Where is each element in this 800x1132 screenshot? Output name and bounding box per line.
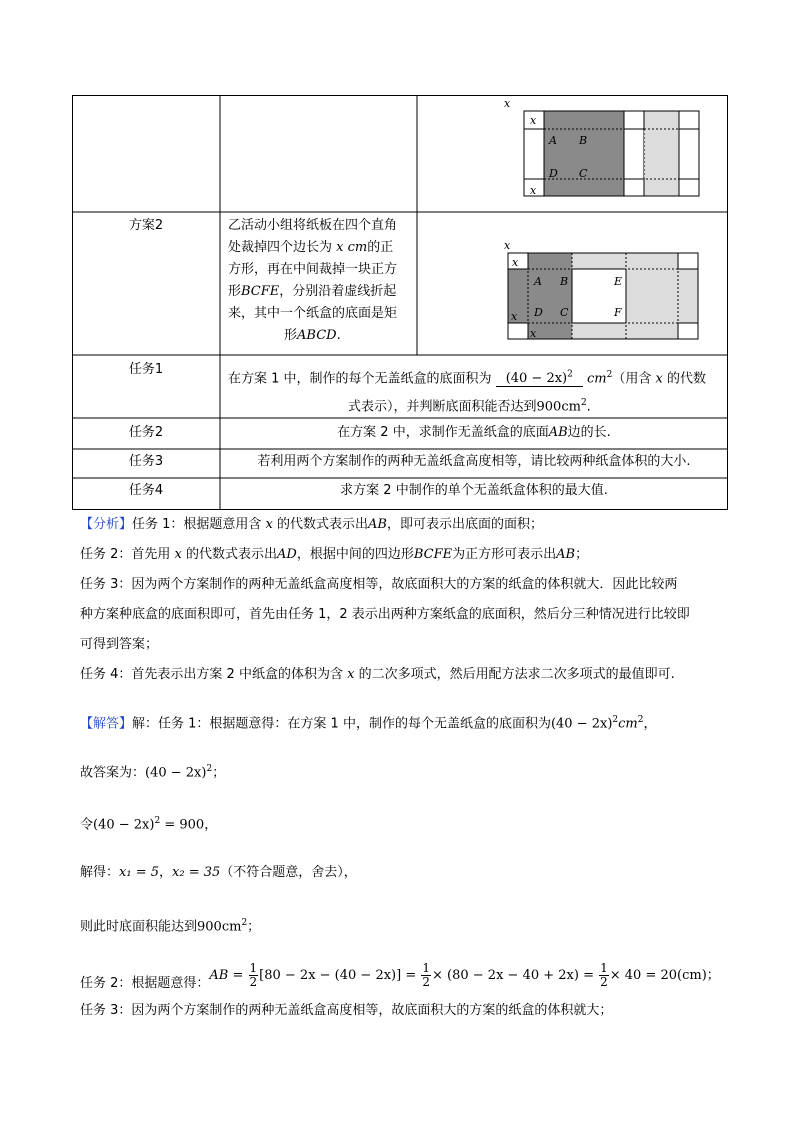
- task1-answer: $(40 - 2x)^2$: [496, 371, 583, 387]
- row-label-plan2: 方案2: [128, 218, 164, 233]
- label-C: C: [579, 167, 588, 180]
- label2-C: C: [560, 306, 569, 319]
- analysis-line-1: 【分析】任务 1：根据题意用含 x 的代数式表示出AB，即可表示出底面的面积；: [80, 517, 544, 532]
- solution-line-3: 令$(40 - 2x)^2 = 900$，: [80, 816, 218, 833]
- row-label-task2: 任务2: [128, 425, 164, 440]
- solution-line-6: 任务 2：根据题意得：AB = $\frac{1}{2}$ [80 − 2x − (40 − 2x)] = $\frac{1}{2}$ × (80 − 2x − 40 + 2x) = $\frac{1}{2}$ × 40 = 20(cm)；: [80, 961, 720, 991]
- label2-D: D: [534, 306, 543, 319]
- svg-text:x: x: [530, 327, 537, 340]
- fraction-half-2: $\frac{1}{2}$: [422, 961, 431, 989]
- label-D: D: [549, 167, 558, 180]
- plan1-diagram: [494, 97, 704, 205]
- analysis-line-2: 任务 2：首先用 x 的代数式表示出AD，根据中间的四边形BCFE为正方形可表示出AB；: [80, 547, 589, 562]
- analysis-line-6: 任务 4：首先表示出方案 2 中纸盒的体积为含 x 的二次多项式，然后用配方法求二次多项式的最值即可.: [80, 667, 675, 682]
- row-label-task3: 任务3: [128, 454, 164, 469]
- plan2-diagram: [494, 240, 704, 346]
- row-label-task4: 任务4: [128, 483, 164, 498]
- svg-text:x: x: [511, 310, 518, 323]
- fraction-half-3: $\frac{1}{2}$: [600, 961, 608, 989]
- solution-line-2: 故答案为：$(40 - 2x)^2$；: [80, 764, 226, 781]
- label2-B: B: [560, 275, 569, 288]
- label2-F: F: [614, 306, 622, 319]
- task4-text: 求方案 2 中制作的单个无盖纸盒体积的最大值.: [340, 483, 608, 498]
- row-label-task1: 任务1: [128, 362, 164, 377]
- svg-text:x: x: [530, 114, 537, 127]
- label-A: A: [549, 134, 557, 147]
- diagram2-x-label: x: [504, 240, 511, 252]
- label2-E: E: [614, 275, 623, 288]
- plan1-dark-panel: [544, 111, 624, 196]
- task2-text: 在方案 2 中，求制作无盖纸盒的底面AB边的长.: [337, 425, 611, 440]
- analysis-line-3: 任务 3：因为两个方案制作的两种无盖纸盒高度相等，故底面积大的方案的纸盒的体积就大．因此比较两: [80, 577, 678, 592]
- solution-line-7: 任务 3：因为两个方案制作的两种无盖纸盒高度相等，故底面积大的方案的纸盒的体积就大；: [80, 1003, 613, 1018]
- analysis-line-5: 可得到答案；: [80, 637, 159, 652]
- task3-text: 若利用两个方案制作的两种无盖纸盒高度相等，请比较两种纸盒体积的大小.: [257, 454, 691, 469]
- solution-line-5: 则此时底面积能达到$900cm^2$；: [80, 918, 261, 935]
- solution-line-4: 解得：x₁ = 5，x₂ = 35（不符合题意，舍去），: [80, 865, 357, 880]
- diagram-x-label: x: [504, 97, 511, 110]
- fraction-half-1: $\frac{1}{2}$: [249, 961, 258, 989]
- svg-text:x: x: [512, 256, 519, 269]
- analysis-line-4: 种方案种底盒的底面积即可，首先由任务 1，2 表示出两种方案纸盒的底面积，然后分三种情况进行比较即: [80, 607, 690, 622]
- plan2-description: 乙活动小组将纸板在四个直角 处裁掉四个边长为 x cm的正 方形，再在中间裁掉一块正方 形BCFE，分别沿着虚线折起 来，其中一个纸盒的底面是矩 形ABCD.: [228, 218, 398, 343]
- svg-text:x: x: [530, 184, 537, 197]
- solution-line-1: 【解答】解：任务 1：根据题意得：在方案 1 中，制作的每个无盖纸盒的底面积为$(40 - 2x)^2cm^2$，: [80, 715, 657, 732]
- task1-text: 在方案 1 中，制作的每个无盖纸盒的底面积为 $(40 - 2x)^2$ $cm^2$（用含 x 的代数 式表示），并判断底面积能否达到$900cm^2$.: [228, 370, 706, 415]
- label-B: B: [579, 134, 588, 147]
- label2-A: A: [534, 275, 542, 288]
